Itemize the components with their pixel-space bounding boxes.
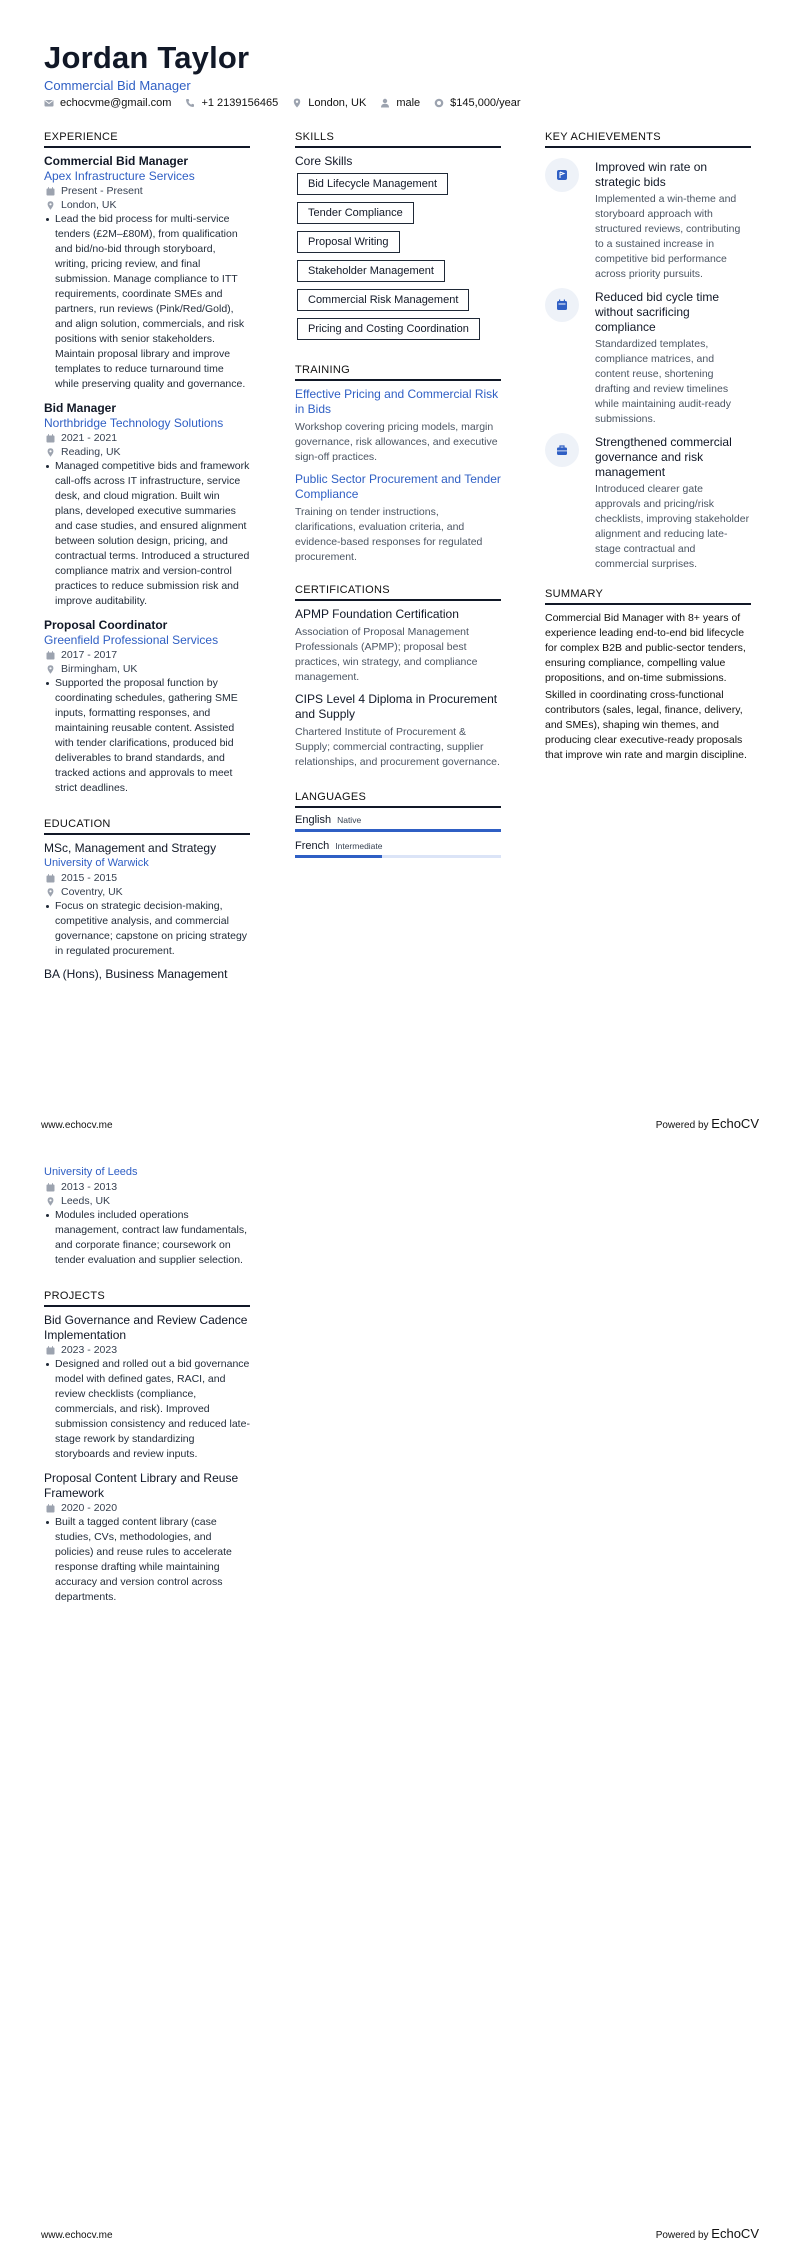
training-desc: Workshop covering pricing models, margin governance, risk allowances, and executive sign-off practices. [295, 421, 498, 463]
certification-title: CIPS Level 4 Diploma in Procurement and Supply [295, 692, 498, 721]
edu-location [44, 885, 250, 899]
contact-phone[interactable] [185, 97, 278, 109]
training-entry [295, 387, 501, 465]
experience-entry [44, 618, 250, 796]
edu-bullet: Modules included operations management, contract law fundamentals, and corporate finance; coursework on tender evaluation and supplier selection. [55, 1208, 250, 1268]
project-bullet: Designed and rolled out a bid governance model with defined gates, RACI, and review checklists (compliance, commercials, and risk). Improved submission consistency and reduced late-stage rework by standardizing storyboards and review inputs. [55, 1358, 250, 1460]
calendar-icon [46, 1183, 55, 1192]
edu-location [44, 1194, 250, 1208]
job-title: Commercial Bid Manager [44, 154, 189, 168]
contact-email-text: echocvme@gmail.com [60, 97, 172, 109]
job-end-date: Present [106, 185, 143, 197]
achievement-title: Strengthened commercial governance and risk management [595, 435, 732, 479]
language-entry [295, 840, 501, 858]
edu-bullets [44, 1208, 250, 1268]
language-proficiency-bar [295, 855, 501, 858]
flag-icon [556, 169, 568, 181]
job-end-date: 2021 [93, 432, 118, 444]
experience-entry [44, 401, 250, 609]
skill-chip: Bid Lifecycle Management [297, 173, 448, 195]
job-location [44, 662, 250, 676]
training-title: Effective Pricing and Commercial Risk in Bids [295, 387, 499, 416]
language-proficiency-fill [295, 855, 382, 858]
school-name: University of Leeds [44, 1166, 138, 1178]
experience-section-title: EXPERIENCE [44, 131, 250, 148]
left-column [44, 131, 250, 982]
edu-dates: 2013 - 2013 [44, 1180, 250, 1194]
achievement-desc: Introduced clearer gate approvals and pricing/risk checklists, improving stakeholder alignment and reducing late-stage contractual and commercial surprises. [595, 483, 750, 570]
job-location-text: Birmingham, UK [61, 663, 138, 675]
user-icon [380, 98, 390, 108]
certification-entry [295, 607, 501, 685]
job-bullets [44, 459, 250, 609]
project-end-date: 2020 [93, 1502, 118, 1514]
summary-section-title: SUMMARY [545, 588, 751, 605]
job-location-text: Reading, UK [61, 446, 121, 458]
skill-chip-list [295, 173, 501, 347]
achievement-icon-circle [545, 433, 579, 467]
training-entry [295, 472, 501, 565]
footer-website[interactable]: www.echocv.me [41, 2230, 113, 2241]
calendar-icon [46, 651, 55, 660]
left-column-continued [44, 1165, 250, 1605]
project-title: Bid Governance and Review Cadence Implementation [44, 1313, 248, 1342]
achievement-desc: Implemented a win-theme and storyboard approach with structured reviews, contributing to a sustained increase in competitive bid performance across priority pursuits. [595, 193, 741, 280]
edu-location-text: Leeds, UK [61, 1195, 111, 1207]
job-location [44, 198, 250, 212]
contact-location [292, 97, 366, 109]
calendar-icon [46, 1504, 55, 1513]
resume-page-2 [0, 1123, 794, 2246]
language-proficiency-fill [295, 829, 501, 832]
footer-powered-text: Powered by [655, 1120, 709, 1131]
job-start-date: 2017 [61, 649, 85, 661]
company-name: Northbridge Technology Solutions [44, 416, 224, 430]
training-section-title: TRAINING [295, 364, 501, 381]
skill-chip: Proposal Writing [297, 231, 400, 253]
achievement-icon-circle [545, 288, 579, 322]
company-name: Greenfield Professional Services [44, 633, 219, 647]
project-entry [44, 1471, 250, 1605]
skill-chip: Tender Compliance [297, 202, 414, 224]
training-desc: Training on tender instructions, clarifications, evaluation criteria, and evidence-based responses for regulated procurement. [295, 506, 483, 563]
contact-gender [380, 97, 420, 109]
languages-section-title: LANGUAGES [295, 791, 501, 808]
skill-chip: Stakeholder Management [297, 260, 445, 282]
certification-desc: Association of Proposal Management Professionals (APMP); proposal best practices, win strategy, and compliance management. [295, 626, 478, 683]
location-icon [292, 98, 302, 108]
achievement-item [545, 290, 751, 427]
project-start-date: 2023 [61, 1344, 85, 1356]
middle-column [295, 131, 501, 858]
degree-title: BA (Hons), Business Management [44, 967, 228, 981]
project-bullets [44, 1515, 250, 1605]
project-bullet: Built a tagged content library (case studies, CVs, methodologies, and policies) and reuse rules to accelerate response drafting while maintaining accuracy and version control across departments. [55, 1515, 250, 1605]
project-title: Proposal Content Library and Reuse Framework [44, 1471, 239, 1500]
job-dates: 2017 - 2017 [44, 648, 250, 662]
school-name: University of Warwick [44, 857, 149, 869]
calendar-icon [46, 187, 55, 196]
location-icon [46, 665, 55, 674]
job-dates: Present - Present [44, 184, 250, 198]
achievement-item [545, 160, 751, 282]
job-location-text: London, UK [61, 199, 117, 211]
candidate-name: Jordan Taylor [44, 40, 250, 75]
edu-start-date: 2015 [61, 872, 85, 884]
edu-end-date: 2015 [93, 872, 118, 884]
location-icon [46, 888, 55, 897]
language-name: English [295, 814, 332, 826]
footer-brand: EchoCV [711, 1116, 759, 1131]
experience-entry [44, 154, 250, 392]
achievement-icon-circle [545, 158, 579, 192]
edu-location-text: Coventry, UK [61, 886, 123, 898]
achievement-title: Improved win rate on strategic bids [595, 160, 708, 189]
skills-group-heading: Core Skills [295, 154, 353, 168]
achievement-title: Reduced bid cycle time without sacrificing compliance [595, 290, 720, 334]
job-title: Bid Manager [44, 401, 117, 415]
phone-icon [185, 98, 195, 108]
project-start-date: 2020 [61, 1502, 85, 1514]
edu-bullets [44, 899, 250, 959]
calendar-icon [46, 874, 55, 883]
education-entry-continued [44, 1165, 250, 1268]
skill-chip: Commercial Risk Management [297, 289, 469, 311]
location-icon [46, 448, 55, 457]
right-column [545, 131, 751, 763]
achievement-desc: Standardized templates, compliance matrices, and content reuse, shortening drafting and review timelines while maintaining audit-ready submissions. [595, 338, 731, 425]
project-dates: 2020 - 2020 [44, 1501, 250, 1515]
calendar-icon [556, 299, 568, 311]
footer-brand: EchoCV [711, 2226, 759, 2241]
job-start-date: 2021 [61, 432, 85, 444]
achievement-item [545, 435, 751, 572]
email-icon [44, 98, 54, 108]
contact-gender-text: male [396, 97, 421, 109]
project-bullets [44, 1357, 250, 1462]
job-bullet: Lead the bid process for multi-service tenders (£2M–£80M), from qualification and bid/no-bid through storyboard, writing, pricing review, and final submission. Manage compliance to ITT requirements, coordinate SMEs and partners, run reviews (Pink/Red/Gold), and align solution, commercials, and risk positions with senior stakeholders. Maintain proposal library and improve templates to reduce turnaround time while preserving quality and governance. [55, 212, 250, 392]
project-end-date: 2023 [93, 1344, 118, 1356]
page-footer [41, 2226, 759, 2241]
edu-start-date: 2013 [61, 1181, 85, 1193]
location-icon [46, 1197, 55, 1206]
calendar-icon [46, 434, 55, 443]
skill-chip: Pricing and Costing Coordination [297, 318, 480, 340]
education-section-title: EDUCATION [44, 818, 250, 835]
footer-powered-text: Powered by [655, 2230, 709, 2241]
job-bullets [44, 676, 250, 796]
salary-icon [434, 98, 444, 108]
degree-title: MSc, Management and Strategy [44, 841, 217, 855]
contact-email[interactable] [44, 97, 171, 109]
footer-powered [656, 2226, 759, 2241]
language-level: Intermediate [335, 841, 383, 851]
briefcase-icon [556, 444, 568, 456]
project-entry [44, 1313, 250, 1462]
edu-end-date: 2013 [93, 1181, 118, 1193]
edu-dates: 2015 - 2015 [44, 871, 250, 885]
edu-bullet: Focus on strategic decision-making, competitive analysis, and commercial governance; capstone on pricing strategy in regulated procurement. [55, 899, 250, 959]
summary-paragraph: Skilled in coordinating cross-functional contributors (sales, legal, finance, delivery, and SMEs), shaping win themes, and producing clear executive-ready proposals that improve win rate and margin discipline. [545, 689, 747, 761]
summary-paragraph: Commercial Bid Manager with 8+ years of experience leading end-to-end bid lifecycle for complex B2B and public-sector tenders, ensuring compliance, compelling value propositions, and on-time submissions. [545, 612, 746, 684]
language-proficiency-bar [295, 829, 501, 832]
contact-salary-text: $145,000/year [450, 97, 521, 109]
contact-salary [434, 97, 520, 109]
contact-phone-text: +1 2139156465 [201, 97, 279, 109]
certifications-section-title: CERTIFICATIONS [295, 584, 501, 601]
job-bullets [44, 212, 250, 392]
job-bullet: Managed competitive bids and framework call-offs across IT infrastructure, service desk, and cloud migration. Built win plans, developed executive summaries and case studies, and ensured alignment between solution design, pricing, and contractual terms. Introduced a structured compliance matrix and version-control practices to reduce submission risk and improve auditability. [55, 460, 250, 607]
candidate-role: Commercial Bid Manager [44, 78, 191, 93]
contact-location-text: London, UK [308, 97, 367, 109]
job-bullet: Supported the proposal function by coordinating schedules, gathering SME inputs, formatting responses, and maintaining reusable content. Assisted with tender clarifications, produced bid deliverables to brand standards, and tracked actions and approvals to meet strict deadlines. [55, 676, 250, 796]
footer-website[interactable]: www.echocv.me [41, 1120, 113, 1131]
calendar-icon [46, 1346, 55, 1355]
job-dates: 2021 - 2021 [44, 431, 250, 445]
project-dates: 2023 - 2023 [44, 1343, 250, 1357]
contact-row [44, 97, 535, 109]
projects-section-title: PROJECTS [44, 1290, 250, 1307]
company-name: Apex Infrastructure Services [44, 169, 195, 183]
job-title: Proposal Coordinator [44, 618, 168, 632]
language-name: French [295, 840, 330, 852]
certification-entry [295, 692, 501, 770]
certification-title: APMP Foundation Certification [295, 607, 459, 621]
language-level: Native [337, 815, 362, 825]
location-icon [46, 201, 55, 210]
achievements-section-title: KEY ACHIEVEMENTS [545, 131, 751, 148]
training-title: Public Sector Procurement and Tender Compliance [295, 472, 501, 501]
certification-desc: Chartered Institute of Procurement & Supply; commercial contracting, supplier relationships, and procurement governance. [295, 726, 500, 768]
job-end-date: 2017 [93, 649, 118, 661]
job-location [44, 445, 250, 459]
language-entry [295, 814, 501, 832]
skills-section-title: SKILLS [295, 131, 501, 148]
education-entry [44, 841, 250, 959]
job-start-date: Present [61, 185, 98, 197]
